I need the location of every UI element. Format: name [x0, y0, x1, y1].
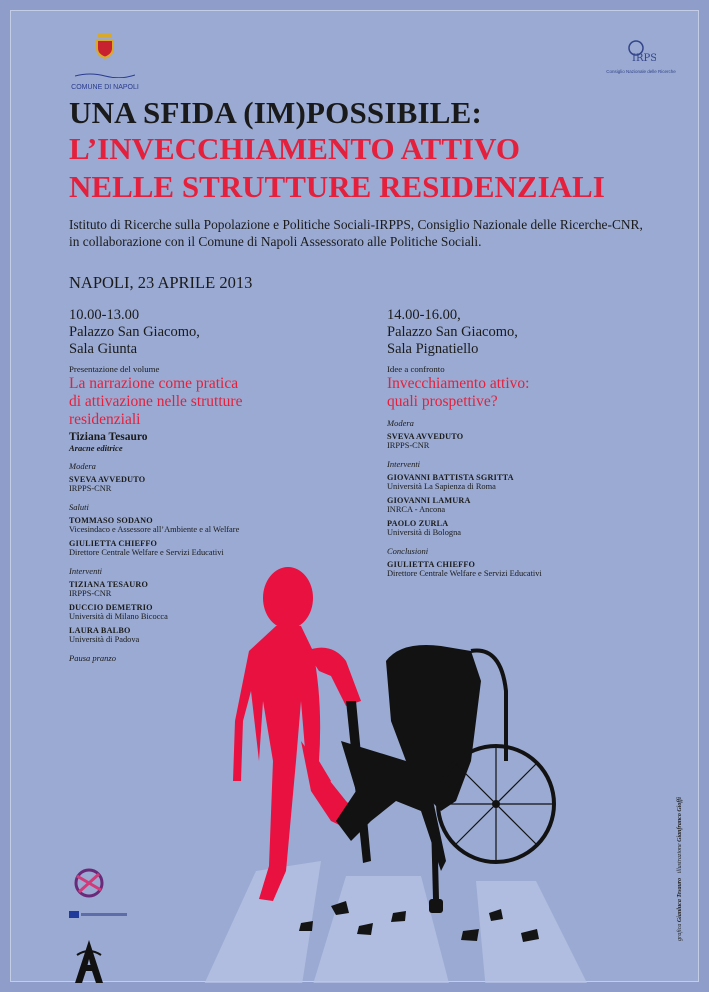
- mtalk1-aff: IRPPS-CNR: [69, 589, 112, 598]
- morning-headline-3: residenziali: [69, 411, 141, 428]
- star-logo-icon: [69, 866, 109, 900]
- morning-place-2: Sala Giunta: [69, 341, 138, 357]
- poster-credits: [677, 797, 683, 941]
- illustrazione-name: Gianfranco Gioffi: [677, 797, 683, 842]
- grafica-name: Gianluca Tesauro: [677, 877, 683, 923]
- light-beam-center: [311, 876, 451, 983]
- conclusions-label: Conclusioni: [387, 546, 429, 556]
- greetings-label: Saluti: [69, 502, 89, 512]
- greet2-aff: Direttore Centrale Welfare e Servizi Educativi: [69, 548, 224, 557]
- afternoon-headline-1: Invecchiamento attivo:: [387, 375, 530, 392]
- morning-headline-1: La narrazione come pratica: [69, 375, 239, 392]
- conclusions-aff: Direttore Centrale Welfare e Servizi Educativi: [387, 569, 542, 578]
- atalk2-aff: INRCA - Ancona: [387, 505, 446, 514]
- title-line-1: UNA SFIDA (IM)POSSIBILE:: [69, 95, 483, 130]
- morning-headline-2: di attivazione nelle strutture: [69, 393, 243, 410]
- mtalk2-aff: Università di Milano Bicocca: [69, 612, 168, 621]
- intro-line-1: Istituto di Ricerche sulla Popolazione e Politiche Sociali-IRPPS, Consiglio Nazionale delle Ricerche-CNR,: [69, 217, 643, 232]
- afternoon-talks-label: Interventi: [387, 459, 421, 469]
- atalk1-aff: Università La Sapienza di Roma: [387, 482, 496, 491]
- afternoon-moderator-aff: IRPPS-CNR: [387, 441, 430, 450]
- illustrazione-label: illustrazione: [677, 843, 683, 874]
- greet2-name: GIULIETTA CHIEFFO: [69, 539, 158, 548]
- mtalk1-name: TIZIANA TESAURO: [69, 580, 149, 589]
- afternoon-moderator-name: SVEVA AVVEDUTO: [387, 432, 464, 441]
- afternoon-moderator-label: Modera: [387, 418, 414, 428]
- light-beam-left: [201, 861, 321, 983]
- event-date: NAPOLI, 23 APRILE 2013: [69, 273, 253, 292]
- afternoon-place-2: Sala Pignatiello: [387, 341, 479, 357]
- afternoon-headline-2: quali prospettive?: [387, 393, 498, 410]
- afternoon-place-1: Palazzo San Giacomo,: [387, 324, 518, 340]
- greet1-name: TOMMASO SODANO: [69, 516, 153, 525]
- napoli-logo-label: COMUNE DI NAPOLI: [71, 84, 139, 91]
- book-publisher: Aracne editrice: [69, 443, 123, 453]
- conclusions-name: GIULIETTA CHIEFFO: [387, 560, 476, 569]
- book-author: Tiziana Tesauro: [69, 431, 148, 443]
- morning-talks-label: Interventi: [69, 566, 103, 576]
- mtalk2-name: DUCCIO DEMETRIO: [69, 603, 153, 612]
- intro-line-2: in collaborazione con il Comune di Napoli Assessorato alle Politiche Sociali.: [69, 234, 482, 249]
- svg-text:IRPS: IRPS: [632, 53, 656, 64]
- morning-place-1: Palazzo San Giacomo,: [69, 324, 200, 340]
- title-line-2: L’INVECCHIAMENTO ATTIVO: [69, 131, 520, 166]
- bottom-logos: [69, 866, 129, 991]
- morning-time: 10.00-13.00: [69, 307, 140, 323]
- eu-flag-icon: [69, 911, 129, 919]
- lunch-break: Pausa pranzo: [69, 653, 116, 663]
- morning-moderator-aff: IRPPS-CNR: [69, 484, 112, 493]
- title-line-3: NELLE STRUTTURE RESIDENZIALI: [69, 169, 605, 204]
- grafica-label: grafica: [677, 923, 683, 941]
- morning-kicker: Presentazione del volume: [69, 364, 160, 374]
- illustration: [11, 11, 700, 983]
- poster: [10, 10, 699, 982]
- atalk3-name: PAOLO ZURLA: [387, 519, 449, 528]
- greet1-aff: Vicesindaco e Assessore all’Ambiente e al Welfare: [69, 525, 240, 534]
- mtalk3-name: LAURA BALBO: [69, 626, 131, 635]
- morning-moderator-name: SVEVA AVVEDUTO: [69, 475, 146, 484]
- wheelchair-figure-icon: [336, 645, 481, 913]
- aracne-logo-icon: [69, 937, 109, 987]
- atalk1-name: GIOVANNI BATTISTA SGRITTA: [387, 473, 514, 482]
- mtalk3-aff: Università di Padova: [69, 635, 140, 644]
- red-figure-icon: [233, 567, 361, 901]
- atalk3-aff: Università di Bologna: [387, 528, 461, 537]
- afternoon-time: 14.00-16.00,: [387, 307, 461, 323]
- afternoon-kicker: Idee a confronto: [387, 364, 445, 374]
- atalk2-name: GIOVANNI LAMURA: [387, 496, 471, 505]
- irpps-logo-label: Consiglio Nazionale delle Ricerche: [606, 69, 676, 74]
- morning-moderator-label: Modera: [69, 461, 96, 471]
